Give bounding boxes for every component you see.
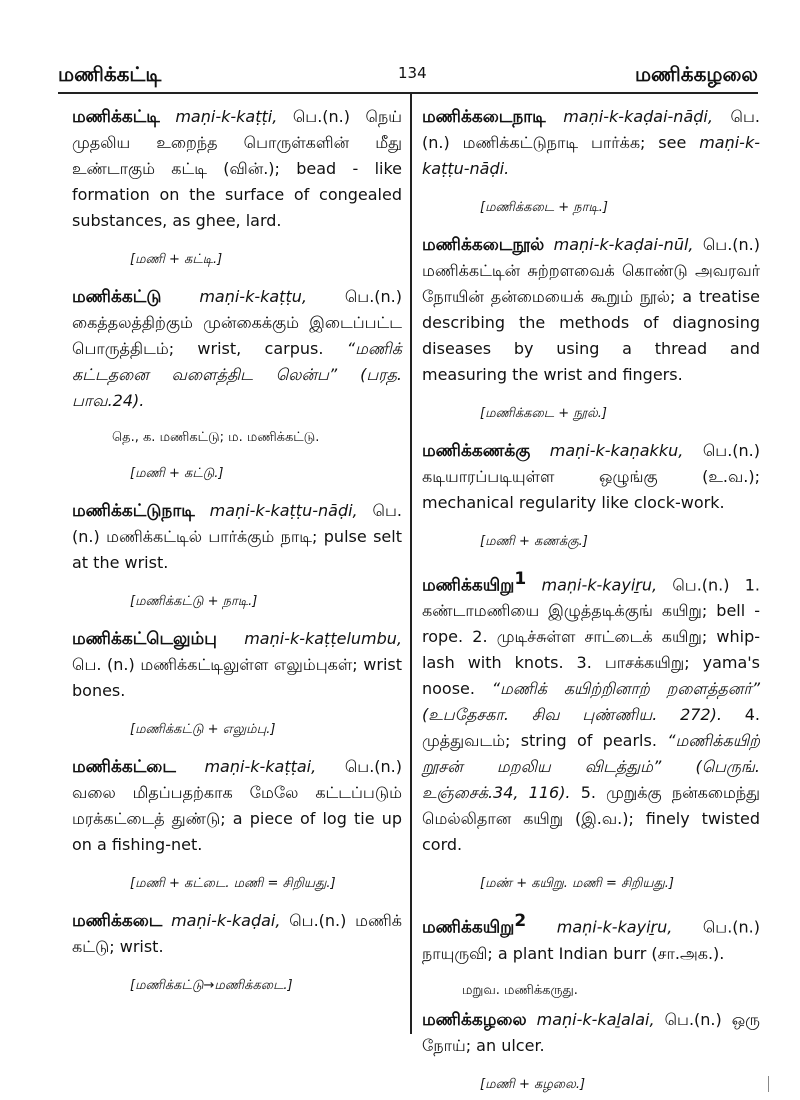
- etymology: [மணிக்கடை + நாடி.]: [480, 200, 608, 215]
- definition: பெ.(n.) நாயுருவி; a plant Indian burr (சா.அக.).: [422, 917, 760, 963]
- definition: பெ.(n.) மணிக்கட்டின் சுற்றளவைக் கொண்டு அவரவர் நோயின் தன்மையைக் கூறும் நூல்; a treatise describing the methods of diagnosing diseases by using a thread and measuring the wrist and fingers.: [422, 235, 760, 384]
- page-header: [58, 58, 758, 92]
- definition: பெ.(n.) வலை மிதப்பதற்காக மேலே கட்டப்படும் மரக்கட்டைத் துண்டு; a piece of log tie up on a fishing-net.: [72, 757, 402, 854]
- definition: பெ.(n.) ஒரு நோய்; an ulcer.: [422, 1009, 761, 1055]
- etymology: [மணி + கணக்கு.]: [480, 534, 588, 549]
- entry-manikkattu: [72, 284, 402, 414]
- headword: மணிக்கட்டி: [72, 107, 160, 127]
- transliteration: maṇi-k-kaṭṭu,: [199, 287, 307, 306]
- see-reference: maṇi-k-kaṭṭu-nāḍi.: [422, 133, 760, 178]
- definition: பெ.(n.) கடியாரப்படியுள்ள ஒழுங்கு (உ.வ.); mechanical regularity like clock-work.: [422, 441, 760, 512]
- transliteration: maṇi-k-kaṭṭai,: [204, 757, 317, 776]
- transliteration: maṇi-k-kaḻalai,: [536, 1009, 655, 1029]
- column-divider: [410, 94, 412, 1034]
- transliteration: maṇi-k-kaḍai,: [171, 911, 281, 930]
- etymology: [மணிக்கட்டு + எலும்பு.]: [130, 722, 276, 737]
- entry-manikkadai: [72, 908, 402, 960]
- right-column: [422, 104, 760, 1100]
- definition: 5. முறுக்கு நன்கமைந்து மெல்லிதான கயிறு (இ.வ.); finely twisted cord.: [422, 783, 760, 855]
- entry-manikkattunadi: [72, 498, 402, 576]
- definition: பெ. (n.) மணிக்கட்டில் பார்க்கும் நாடி; pulse selt at the wrist.: [72, 501, 402, 572]
- etymology: [மணிக்கட்டு + நாடி.]: [130, 594, 258, 609]
- definition: பெ.(n.) கைத்தலத்திற்கும் முன்கைக்கும் இடைப்பட்ட பொருத்திடம்; wrist, carpus.: [72, 287, 402, 358]
- transliteration: maṇi-k-kaḍai-nāḍi,: [563, 107, 713, 126]
- headword: மணிக்கட்டு: [72, 287, 162, 307]
- etymology: [மண் + கயிறு. மணி = சிறியது.]: [480, 876, 674, 892]
- definition: பெ.(n.) மணிக் கட்டு; wrist.: [72, 911, 403, 956]
- transliteration: maṇi-k-kaṇakku,: [549, 441, 684, 460]
- headword: மணிக்கட்டுநாடி: [72, 501, 195, 521]
- quotation: “மணிக் கயிற்றினாற் றளைத்தனர்” (உபதேசகா. சிவ புண்ணிய. 272).: [422, 679, 761, 725]
- headword: மணிக்கயிறு: [422, 917, 515, 938]
- header-rule: [58, 92, 758, 94]
- page-number: 134: [398, 64, 427, 82]
- definition: பெ.(n.) நெய் முதலிய உறைந்த பொருள்களின் மீது உண்டாகும் கட்டி (வின்.); bead - like formation on the surface of congealed substances, as ghee, lard.: [72, 107, 402, 230]
- transliteration: maṇi-k-kaḍai-nūl,: [553, 235, 694, 254]
- etymology: [மணி + கட்டை. மணி = சிறியது.]: [130, 876, 336, 891]
- definition: பெ.(n.) 1. கண்டாமணியை இழுத்தடிக்குங் கயிறு; bell - rope. 2. முடிச்சுள்ள சாட்டைக் கயிறு; whip-lash with knots. 3. பாசக்கயிறு; yama's noose.: [422, 575, 761, 699]
- entry-manikkanakku: [422, 438, 760, 516]
- entry-manikkattelumbu: [72, 626, 402, 704]
- cognates: தெ., க. மணிகட்டு; ம. மணிக்கட்டு.: [112, 430, 320, 445]
- definition: பெ. (n.) மணிக்கட்டிலுள்ள எலும்புகள்; wrist bones.: [72, 655, 402, 700]
- transliteration: maṇi-k-kaṭṭi,: [175, 107, 278, 126]
- etymology: [மணிக்கடை + நூல்.]: [480, 406, 607, 421]
- homonym-number: 2: [514, 911, 527, 932]
- guide-word-left: மணிக்கட்டி: [58, 62, 162, 86]
- etymology: [மணிக்கட்டு→மணிக்கடை.]: [130, 978, 293, 993]
- etymology: [மணி + கட்டி.]: [130, 252, 223, 267]
- headword: மணிக்கடைநூல்: [422, 235, 545, 255]
- homonym-number: 1: [514, 569, 527, 589]
- transliteration: maṇi-k-kaṭṭelumbu,: [244, 629, 402, 648]
- headword: மணிக்கயிறு: [422, 575, 515, 596]
- headword: மணிக்கடை: [72, 911, 163, 931]
- synonym: மறுவ. மணிக்கருது.: [462, 982, 578, 998]
- scan-edge-mark: [768, 1076, 769, 1092]
- headword: மணிக்கடைநாடி: [422, 107, 546, 127]
- entry-manikkadainul: [422, 232, 760, 388]
- transliteration: maṇi-k-kaṭṭu-nāḍi,: [209, 501, 358, 520]
- entry-manikkatti: [72, 104, 402, 234]
- headword: மணிக்கட்டெலும்பு: [72, 629, 217, 649]
- guide-word-right: மணிக்கழலை: [634, 62, 758, 86]
- quotation: “மணிக் கட்டதனை வளைத்திட லென்ப” (பரத. பாவ.24).: [72, 339, 402, 410]
- entry-manikkattai: [72, 754, 402, 858]
- headword: மணிக்கணக்கு: [422, 441, 531, 461]
- transliteration: maṇi-k-kayiṟu,: [556, 917, 673, 937]
- left-column: [72, 104, 402, 1010]
- headword: மணிக்கழலை: [422, 1009, 527, 1030]
- entry-manikkalalai: [422, 1007, 760, 1059]
- etymology: [மணி + கட்டு.]: [130, 466, 224, 481]
- transliteration: maṇi-k-kayiṟu,: [541, 575, 658, 595]
- definition: பெ. (n.) மணிக்கட்டுநாடி பார்க்க; see: [422, 107, 760, 152]
- definition: 4. முத்துவடம்; string of pearls.: [422, 705, 760, 751]
- entry-manikkayiru-2: [422, 908, 760, 966]
- entry-manikkayiru-1: [422, 566, 760, 858]
- etymology: [மணி + கழலை.]: [480, 1076, 586, 1092]
- quotation: “மணிக்கயிற் றூசன் மறலிய விடத்தும்” (பெருங். உஞ்சைக்.34, 116).: [422, 731, 761, 803]
- headword: மணிக்கட்டை: [72, 757, 176, 777]
- entry-manikkadainadi: [422, 104, 760, 182]
